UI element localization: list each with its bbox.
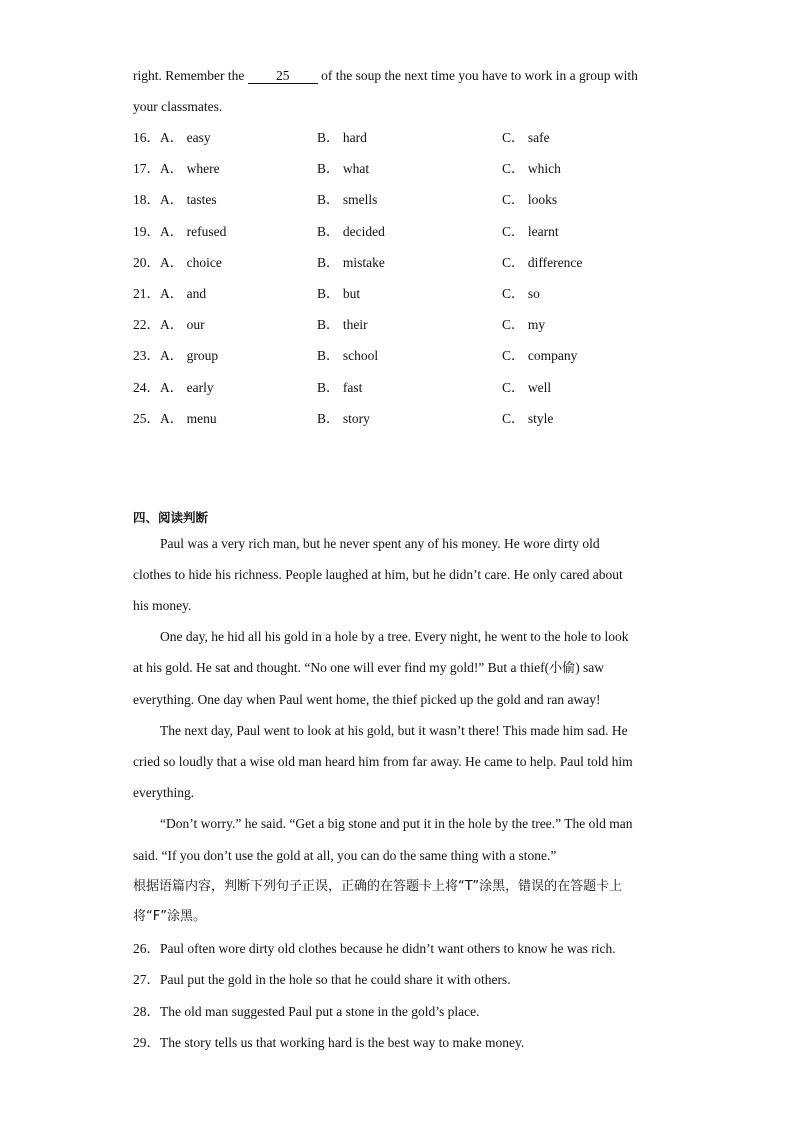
instruction-line: 将“F”涂黑。 [133, 909, 206, 924]
instruction-line: 根据语篇内容，判断下列句子正误，正确的在答题卡上将“T”涂黑，错误的在答题卡上 [133, 879, 623, 894]
passage-line: everything. One day when Paul went home, the thief picked up the gold and ran away! [133, 692, 601, 707]
option-b: B． hard [317, 130, 367, 145]
option-b: B． their [317, 317, 368, 332]
option-row-19 [133, 223, 693, 241]
option-a: 17．A． where [133, 161, 220, 176]
text-segment: ) saw [575, 660, 605, 675]
option-a: 20．A． choice [133, 255, 222, 270]
option-c: C． looks [502, 192, 558, 207]
text-segment: right. Remember the [133, 68, 248, 83]
option-row-16 [133, 129, 693, 147]
option-row-18 [133, 191, 693, 209]
option-a: 24．A． early [133, 380, 214, 395]
option-c: C． my [502, 317, 546, 332]
option-c: C． well [502, 380, 552, 395]
option-a: 25．A． menu [133, 411, 217, 426]
passage-line: cried so loudly that a wise old man heard him from far away. He came to help. Paul told him [133, 754, 633, 769]
option-row-17 [133, 160, 693, 178]
option-b: B． what [317, 161, 370, 176]
passage-line: everything. [133, 785, 195, 800]
option-c: C． safe [502, 130, 550, 145]
gloss-thief: 小偷 [549, 661, 576, 676]
passage-line: clothes to hide his richness. People laughed at him, but he didn’t care. He only cared about [133, 567, 623, 582]
passage-line: One day, he hid all his gold in a hole by a tree. Every night, he went to the hole to look [160, 629, 629, 644]
option-row-23 [133, 347, 693, 365]
option-a: 23．A． group [133, 348, 219, 363]
option-b: B． smells [317, 192, 378, 207]
option-c: C． company [502, 348, 578, 363]
passage-line: Paul was a very rich man, but he never spent any of his money. He wore dirty old [160, 536, 600, 551]
passage-line: “Don’t worry.” he said. “Get a big stone and put it in the hole by the tree.” The old man [160, 816, 633, 831]
option-b: B． school [317, 348, 379, 363]
option-c: C． difference [502, 255, 583, 270]
option-c: C． so [502, 286, 540, 301]
option-row-24 [133, 379, 693, 397]
option-a: 16．A． easy [133, 130, 211, 145]
section-heading: 四、阅读判断 [133, 510, 209, 525]
passage-line-classmates: your classmates. [133, 99, 223, 114]
option-b: B． fast [317, 380, 363, 395]
option-c: C． learnt [502, 224, 559, 239]
option-row-22 [133, 316, 693, 334]
option-c: C． which [502, 161, 561, 176]
text-segment: of the soup the next time you have to work in a group with [317, 68, 638, 83]
question-29: 29．The story tells us that working hard is the best way to make money. [133, 1035, 525, 1050]
passage-line: his money. [133, 598, 192, 613]
option-row-20 [133, 254, 693, 272]
question-26: 26．Paul often wore dirty old clothes because he didn’t want others to know he was rich. [133, 941, 616, 956]
text-segment: at his gold. He sat and thought. “No one will ever find my gold!” But a thief( [133, 660, 550, 675]
option-a: 18．A． tastes [133, 192, 217, 207]
option-c: C． style [502, 411, 554, 426]
option-a: 22．A． our [133, 317, 205, 332]
option-b: B． story [317, 411, 370, 426]
option-row-21 [133, 285, 693, 303]
option-row-25 [133, 410, 693, 428]
answer-blank-25: 25 [248, 69, 318, 84]
option-a: 21．A． and [133, 286, 207, 301]
option-a: 19．A． refused [133, 224, 227, 239]
option-b: B． mistake [317, 255, 385, 270]
passage-line [133, 659, 673, 678]
passage-line: said. “If you don’t use the gold at all, you can do the same thing with a stone.” [133, 848, 557, 863]
passage-line: The next day, Paul went to look at his gold, but it wasn’t there! This made him sad. He [160, 723, 628, 738]
question-28: 28．The old man suggested Paul put a stone in the gold’s place. [133, 1004, 480, 1019]
question-27: 27．Paul put the gold in the hole so that he could share it with others. [133, 972, 511, 987]
passage-line-remember [133, 67, 673, 85]
option-b: B． decided [317, 224, 385, 239]
option-b: B． but [317, 286, 361, 301]
